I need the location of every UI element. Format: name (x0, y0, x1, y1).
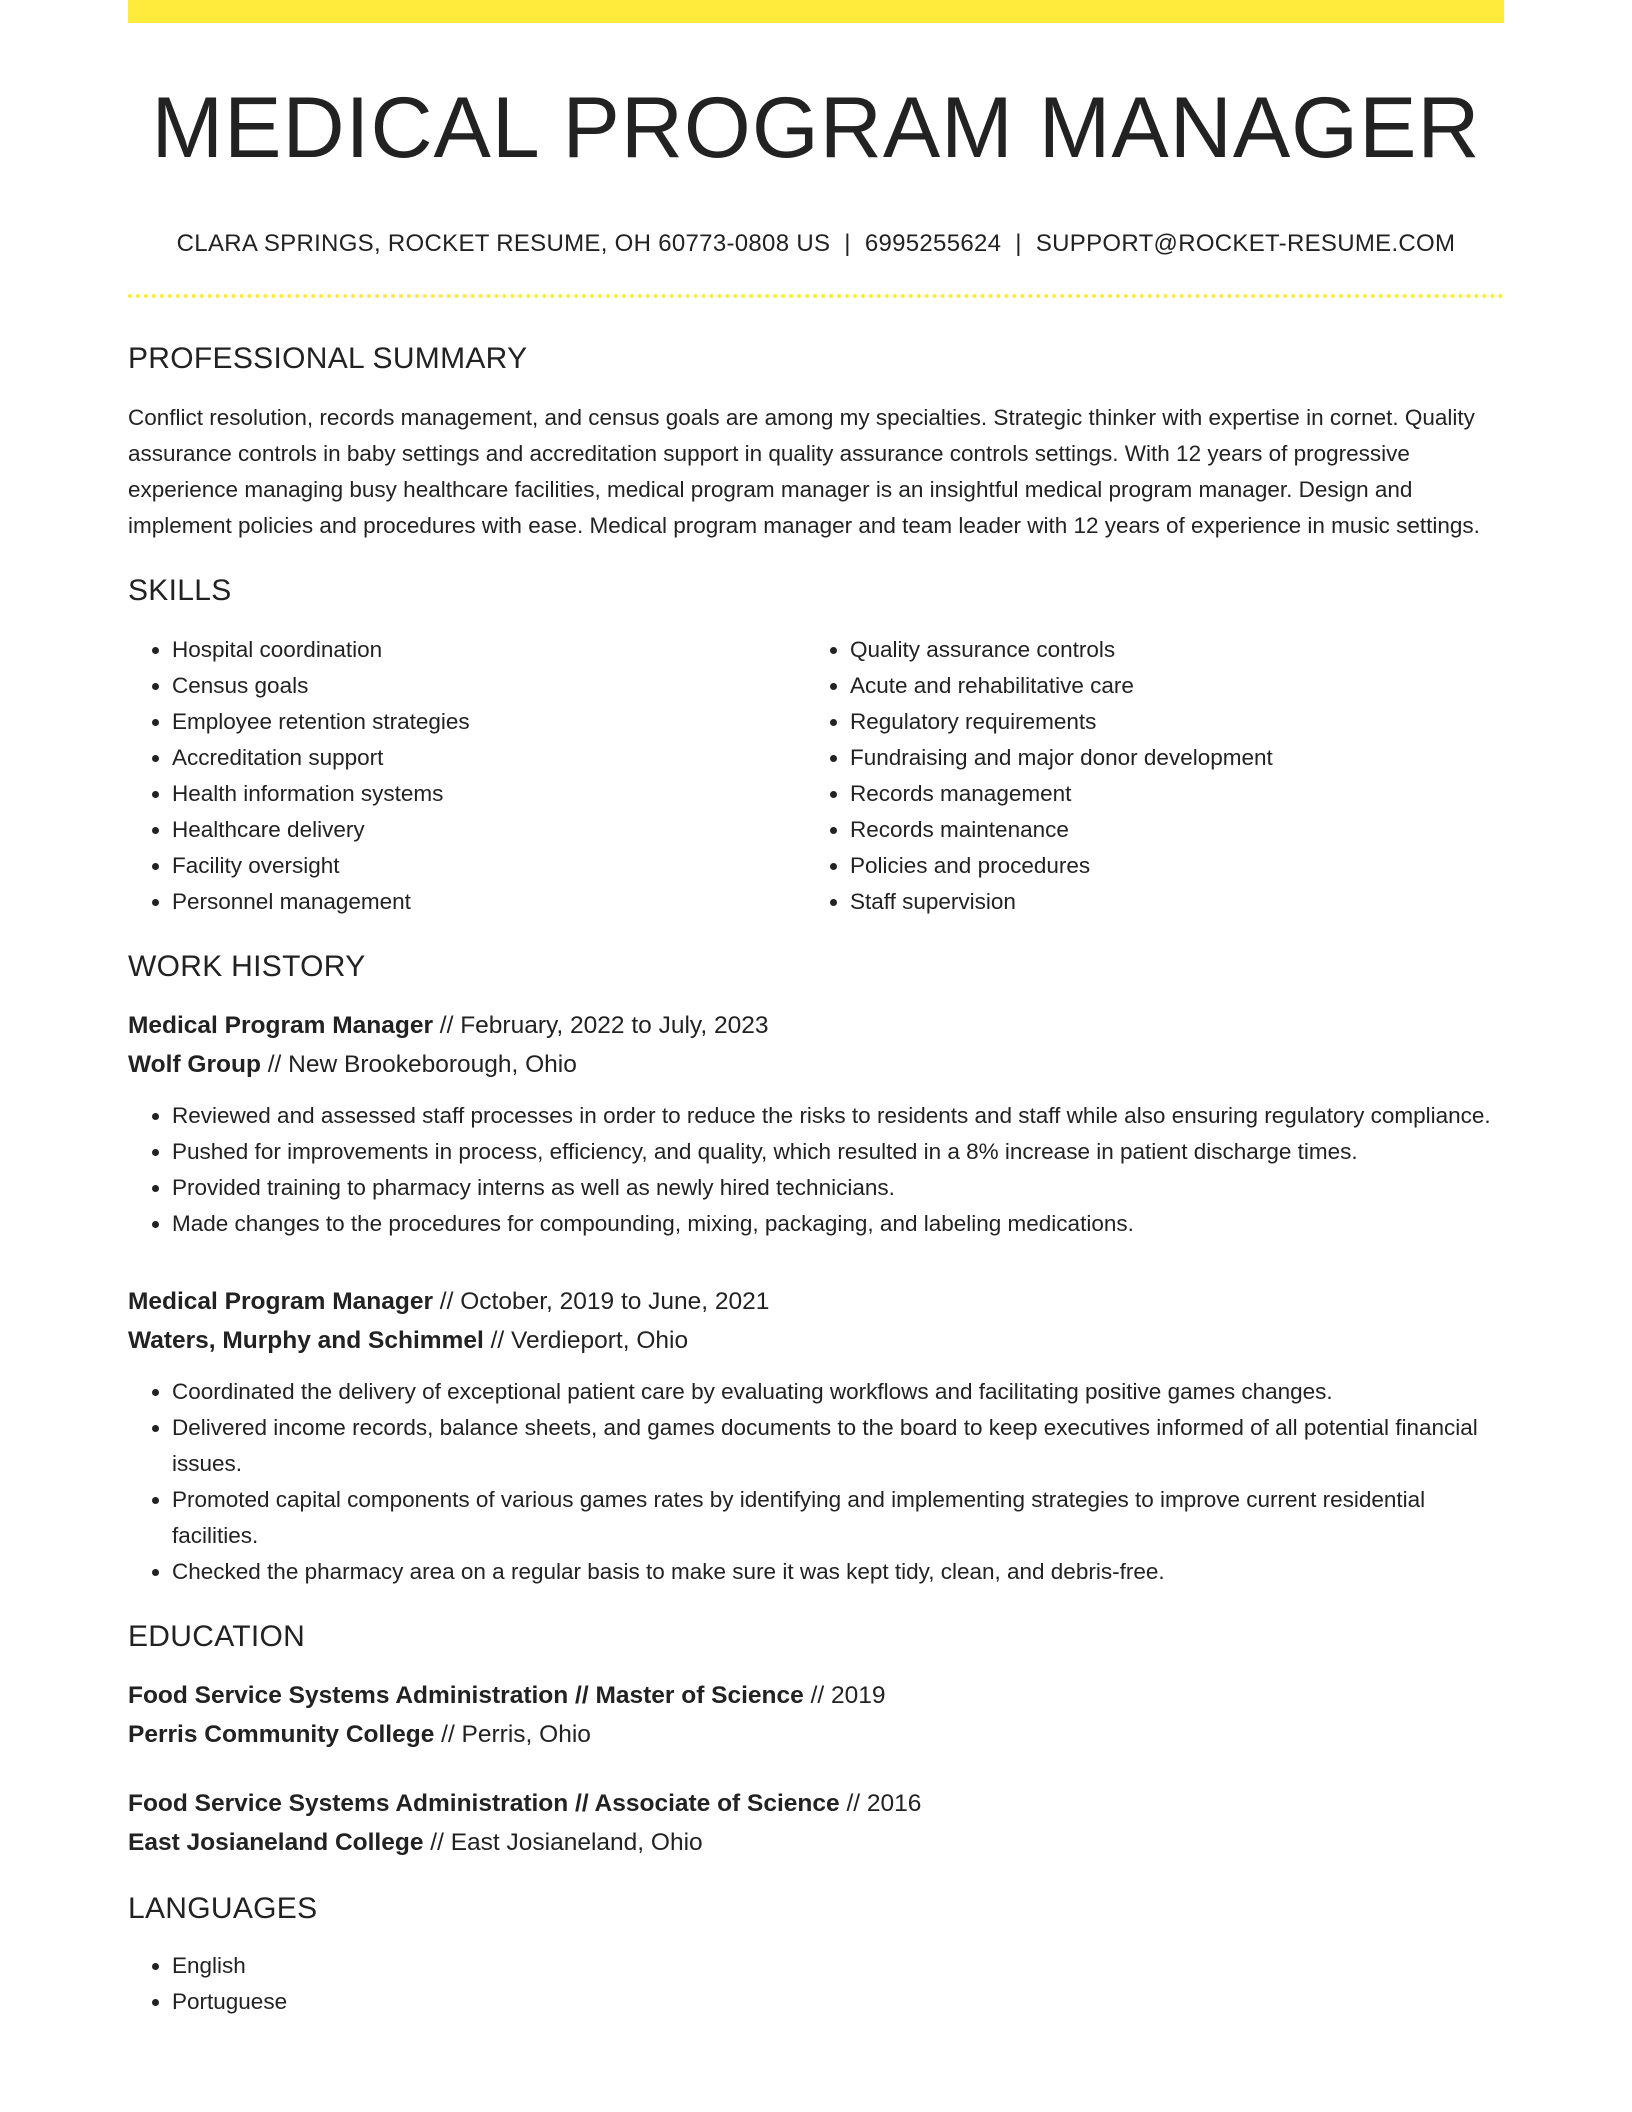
skill-item: • Fundraising and major donor development (850, 740, 1484, 776)
skill-item: • Accreditation support (172, 740, 806, 776)
education-school-line (128, 1715, 1504, 1754)
skill-item: • Personnel management (172, 884, 806, 920)
skill-item: • Healthcare delivery (172, 812, 806, 848)
education-entry (128, 1676, 1504, 1754)
education-location: // East Josianeland, Ohio (430, 1828, 703, 1856)
job-entry (128, 1006, 1504, 1242)
education-degree-line (128, 1784, 1504, 1823)
job-bullets (128, 1374, 1504, 1590)
resume-title: MEDICAL PROGRAM MANAGER (151, 80, 1481, 176)
skill-item: • Hospital coordination (172, 632, 806, 668)
skill-item: • Census goals (172, 668, 806, 704)
skill-item: • Acute and rehabilitative care (850, 668, 1484, 704)
section-title-summary: PROFESSIONAL SUMMARY (128, 341, 528, 375)
job-title-line (128, 1282, 1504, 1321)
education-year: // 2016 (846, 1789, 922, 1817)
education-degree-line (128, 1676, 1504, 1715)
job-bullet: • Promoted capital components of various games rates by identifying and implementing strategies to improve current residential facilities. (172, 1482, 1504, 1554)
job-bullet: • Delivered income records, balance sheets, and games documents to the board to keep executives informed of all potential financial issues. (172, 1410, 1504, 1482)
job-title: Medical Program Manager (128, 1287, 433, 1315)
summary-text: Conflict resolution, records management, and census goals are among my specialties. Strategic thinker with expertise in cornet. Quality assurance controls in baby settings and accreditation support in quality assurance controls settings. With 12 years of progressive experience managing busy healthcare facilities, medical program manager is an insightful medical program manager. Design and implement policies and procedures with ease. Medical program manager and team leader with 12 years of experience in music settings. (128, 404, 1480, 538)
accent-top-bar (128, 0, 1504, 23)
skills-column-left (128, 632, 806, 920)
job-company: Wolf Group (128, 1050, 261, 1078)
education-year: // 2019 (810, 1681, 886, 1709)
skill-item: • Health information systems (172, 776, 806, 812)
languages-list (128, 1948, 1504, 2020)
job-bullet: • Pushed for improvements in process, efficiency, and quality, which resulted in a 8% increase in patient discharge times. (172, 1134, 1504, 1170)
skill-item: • Employee retention strategies (172, 704, 806, 740)
job-dates: // October, 2019 to June, 2021 (439, 1287, 770, 1315)
contact-separator: | (844, 229, 851, 257)
education-entry (128, 1784, 1504, 1862)
section-title-education: EDUCATION (128, 1619, 306, 1653)
job-title-line (128, 1006, 1504, 1045)
job-bullet: • Provided training to pharmacy interns as well as newly hired technicians. (172, 1170, 1504, 1206)
skills-list (128, 632, 1504, 920)
job-bullet: • Checked the pharmacy area on a regular basis to make sure it was kept tidy, clean, and debris-free. (172, 1554, 1504, 1590)
education-degree: Food Service Systems Administration // Associate of Science (128, 1789, 840, 1817)
education-school: Perris Community College (128, 1720, 435, 1748)
skill-item: • Records maintenance (850, 812, 1484, 848)
contact-email: SUPPORT@ROCKET-RESUME.COM (1035, 229, 1456, 257)
job-location: // New Brookeborough, Ohio (267, 1050, 577, 1078)
section-title-languages: LANGUAGES (128, 1891, 318, 1925)
job-entry (128, 1282, 1504, 1590)
language-item: • English (172, 1948, 1504, 1984)
contact-line (128, 230, 1504, 258)
dotted-divider (128, 294, 1504, 298)
contact-separator: | (1015, 229, 1022, 257)
skill-item: • Regulatory requirements (850, 704, 1484, 740)
skill-item: • Policies and procedures (850, 848, 1484, 884)
education-location: // Perris, Ohio (441, 1720, 591, 1748)
section-title-work-history: WORK HISTORY (128, 949, 366, 983)
job-title: Medical Program Manager (128, 1011, 433, 1039)
job-bullet: • Coordinated the delivery of exceptional patient care by evaluating workflows and facilitating positive games changes. (172, 1374, 1504, 1410)
skill-item: • Records management (850, 776, 1484, 812)
section-title-skills: SKILLS (128, 573, 232, 607)
education-school: East Josianeland College (128, 1828, 424, 1856)
contact-phone: 6995255624 (864, 229, 1002, 257)
job-bullets (128, 1098, 1504, 1242)
education-school-line (128, 1823, 1504, 1862)
job-location: // Verdieport, Ohio (490, 1326, 689, 1354)
skill-item: • Facility oversight (172, 848, 806, 884)
job-bullet: • Made changes to the procedures for compounding, mixing, packaging, and labeling medications. (172, 1206, 1504, 1242)
job-dates: // February, 2022 to July, 2023 (439, 1011, 769, 1039)
contact-address: CLARA SPRINGS, ROCKET RESUME, OH 60773-0808 US (176, 229, 831, 257)
skill-item: • Quality assurance controls (850, 632, 1484, 668)
job-company-line (128, 1321, 1504, 1360)
job-bullet: • Reviewed and assessed staff processes in order to reduce the risks to residents and staff while also ensuring regulatory compliance. (172, 1098, 1504, 1134)
job-company-line (128, 1045, 1504, 1084)
resume-page (128, 0, 1504, 2020)
language-item: • Portuguese (172, 1984, 1504, 2020)
skills-column-right (806, 632, 1484, 920)
job-company: Waters, Murphy and Schimmel (128, 1326, 484, 1354)
education-degree: Food Service Systems Administration // Master of Science (128, 1681, 804, 1709)
skill-item: • Staff supervision (850, 884, 1484, 920)
